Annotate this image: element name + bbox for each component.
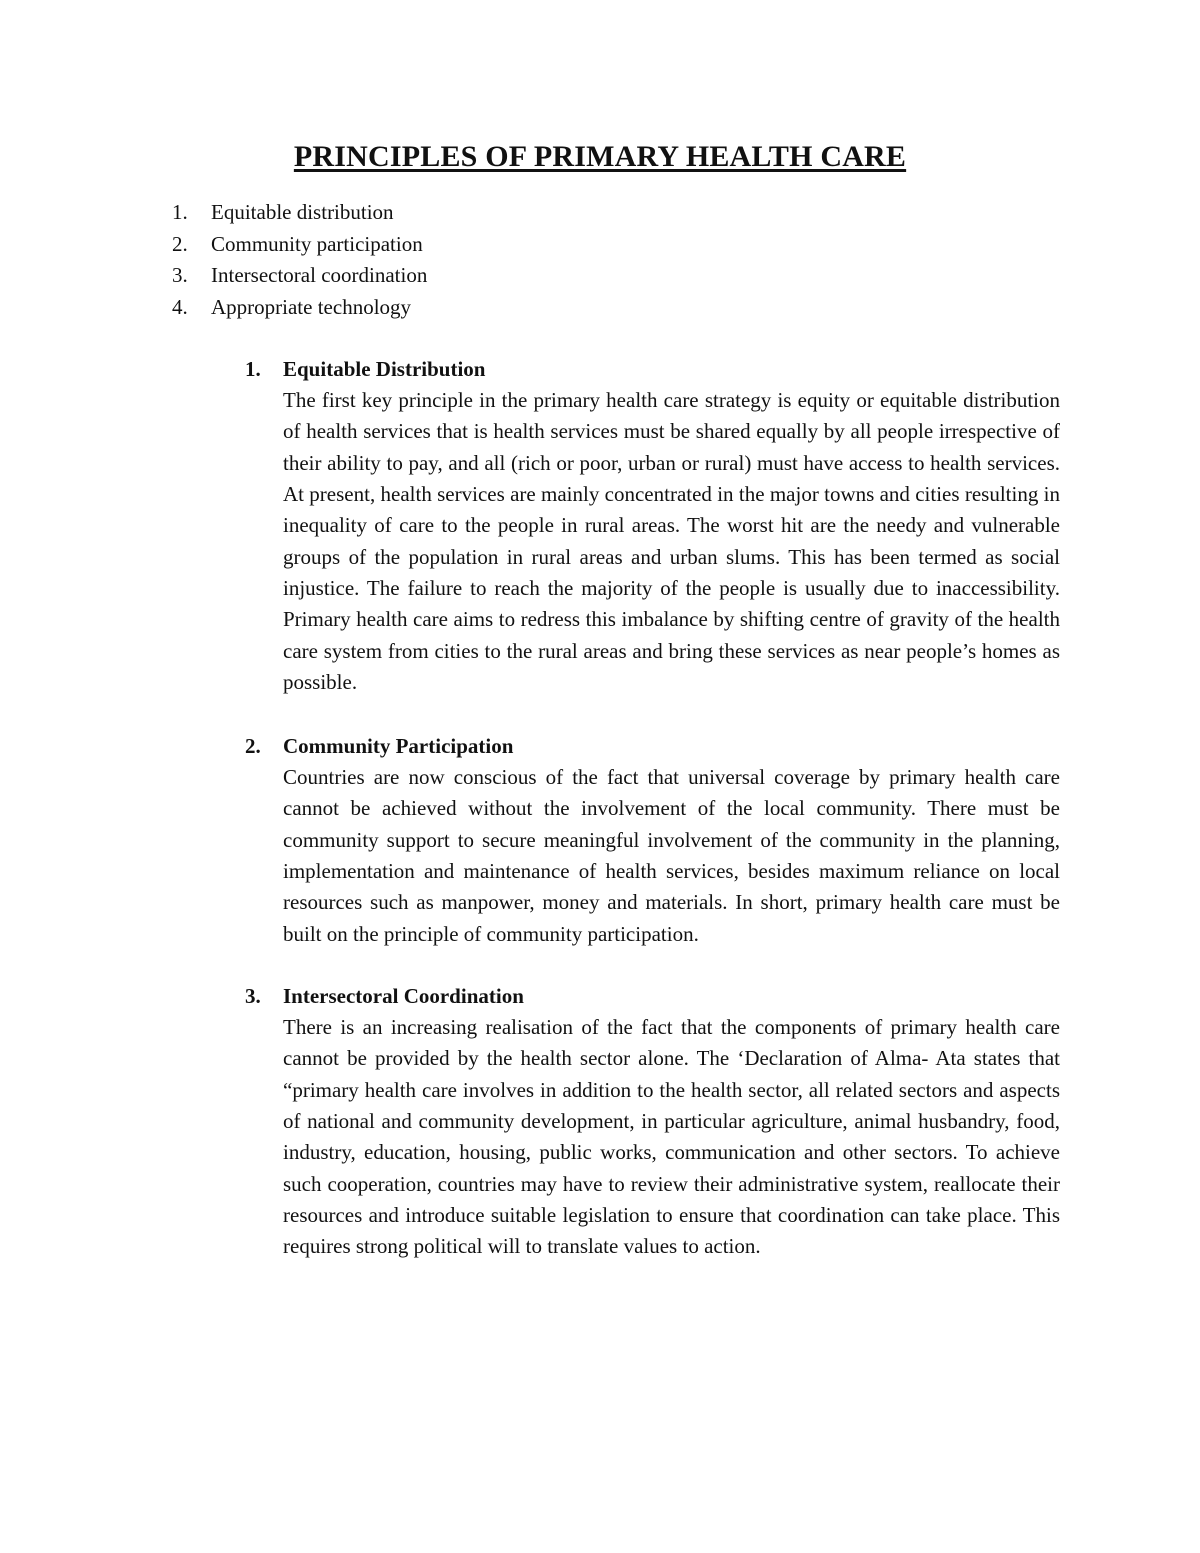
principles-list [172, 197, 427, 324]
section-body: The first key principle in the primary health care strategy is equity or equitable distribution of health services that is health services must be shared equally by all people irrespective of their ability to pay, and all (rich or poor, urban or rural) must have access to health services. At present, health services are mainly concentrated in the major towns and cities resulting in inequality of care to the people in rural areas. The worst hit are the needy and vulnerable groups of the population in rural areas and urban slums. This has been termed as social injustice. The failure to reach the majority of the people is usually due to inaccessibility. Primary health care aims to redress this imbalance by shifting centre of gravity of the health care system from cities to the rural areas and bring these services as near people’s homes as possible. [283, 388, 1060, 695]
list-item-text: Community participation [211, 231, 423, 256]
list-item [172, 197, 427, 229]
section-heading-text: Intersectoral Coordination [283, 984, 524, 1008]
list-item [172, 260, 427, 292]
section-heading [245, 354, 1060, 385]
section-number: 3. [245, 984, 261, 1008]
section-heading-text: Community Participation [283, 734, 514, 758]
list-item-text: Appropriate technology [211, 295, 412, 320]
list-item-number: 3. [172, 263, 188, 288]
list-item [172, 292, 427, 324]
section-heading [245, 731, 1060, 762]
page-title: PRINCIPLES OF PRIMARY HEALTH CARE [293, 140, 907, 173]
list-item-number: 4. [172, 295, 188, 320]
section-heading [245, 981, 1060, 1012]
list-item [172, 229, 427, 261]
section-body: Countries are now conscious of the fact that universal coverage by primary health care cannot be achieved without the involvement of the local community. There must be community support to secure meaningful involvement of the community in the planning, implementation and maintenance of health services, besides maximum reliance on local resources such as manpower, money and materials. In short, primary health care must be built on the principle of community participation. [283, 765, 1060, 946]
section-heading-text: Equitable Distribution [283, 357, 486, 381]
section-intersectoral-coordination [245, 981, 1060, 1263]
list-item-text: Intersectoral coordination [211, 263, 428, 288]
section-number: 2. [245, 734, 261, 758]
section-equitable-distribution [245, 354, 1060, 698]
list-item-number: 1. [172, 200, 188, 224]
section-number: 1. [245, 357, 261, 381]
section-community-participation [245, 731, 1060, 950]
list-item-number: 2. [172, 231, 188, 256]
list-item-text: Equitable distribution [211, 200, 394, 224]
section-body: There is an increasing realisation of the fact that the components of primary health care cannot be provided by the health sector alone. The ‘Declaration of Alma- Ata states that “primary health care involves in addition to the health sector, all related sectors and aspects of national and community development, in particular agriculture, animal husbandry, food, industry, education, housing, public works, communication and other sectors. To achieve such cooperation, countries may have to review their administrative system, reallocate their resources and introduce suitable legislation to ensure that coordination can take place. This requires strong political will to translate values to action. [283, 1015, 1060, 1259]
